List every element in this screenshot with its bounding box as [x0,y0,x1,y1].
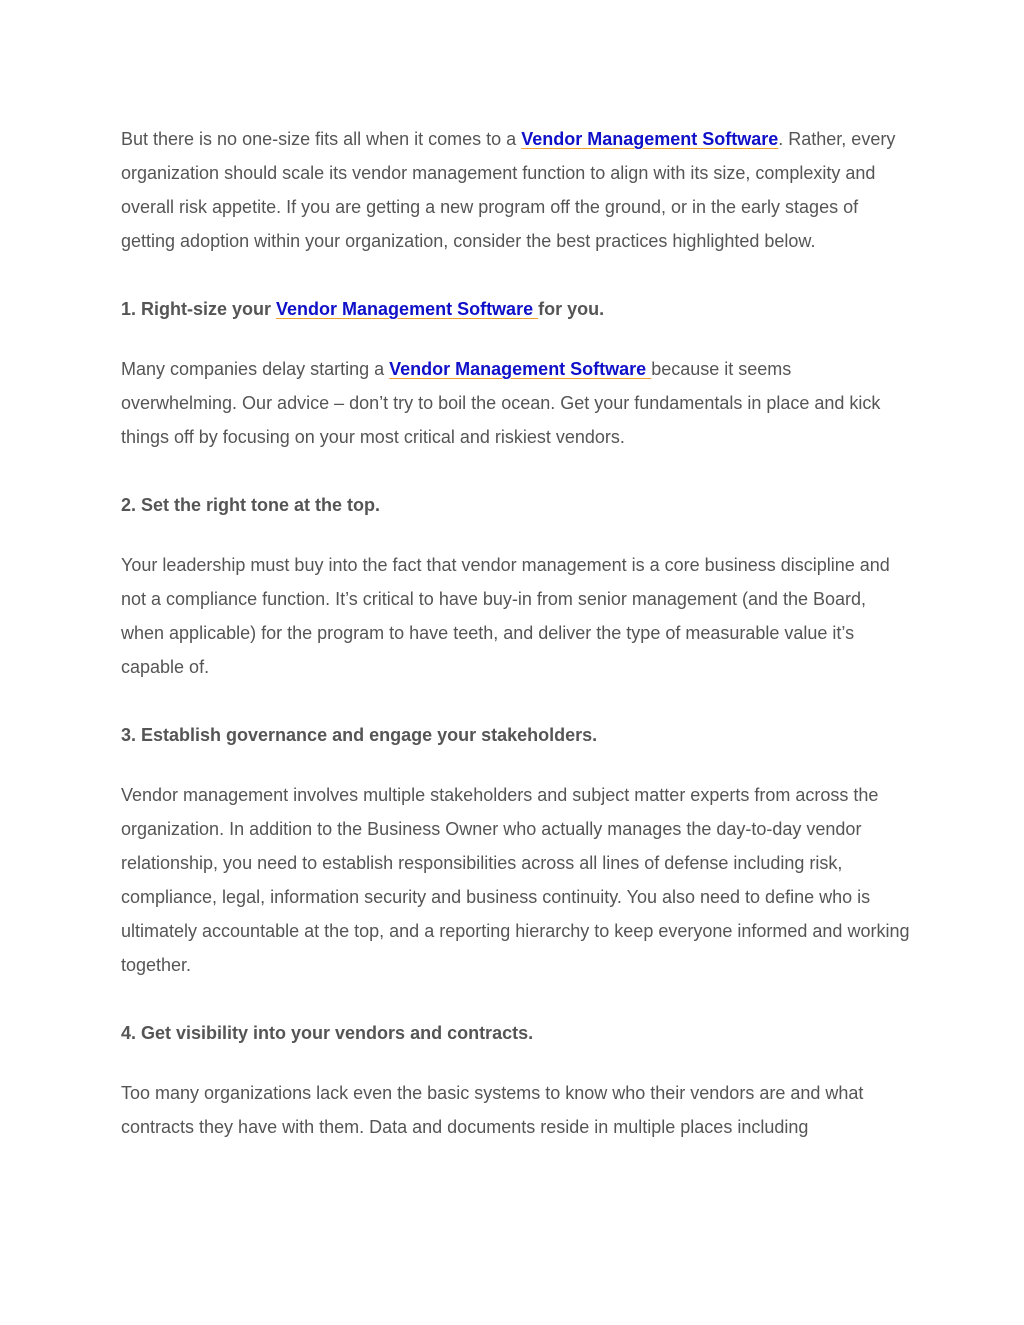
section-2-body: Your leadership must buy into the fact that vendor management is a core business discipline and not a compliance function. It’s critical to have buy-in from senior management (and the Board, when applicable) for the program to have teeth, and deliver the type of measurable value it’s capable of. [121,555,890,677]
section-2-heading: 2. Set the right tone at the top. [121,495,381,515]
section-3-body: Vendor management involves multiple stakeholders and subject matter experts from across the organization. In addition to the Business Owner who actually manages the day-to-day vendor relationship, you need to establish responsibilities across all lines of defense including risk, compliance, legal, information security and business continuity. You also need to define who is ultimately accountable at the top, and a reporting hierarchy to keep everyone informed and working together. [121,785,910,975]
intro-paragraph: But there is no one-size fits all when it comes to a Vendor Management Software. Rather, every organization should scale its vendor management function to align with its size, complexity and overall risk appetite. If you are getting a new program off the ground, or in the early stages of getting adoption within your organization, consider the best practices highlighted below. [121,129,896,251]
section-4-body: Too many organizations lack even the basic systems to know who their vendors are and what contracts they have with them. Data and documents reside in multiple places including [121,1083,864,1137]
section-1-heading-link[interactable]: Vendor Management Software [276,299,539,319]
section-3-heading: 3. Establish governance and engage your stakeholders. [121,725,598,745]
vendor-management-software-link[interactable]: Vendor Management Software [521,129,779,149]
section-4-heading: 4. Get visibility into your vendors and contracts. [121,1023,534,1043]
section-1-body-link[interactable]: Vendor Management Software [389,359,652,379]
section-1-body: Many companies delay starting a Vendor Management Software because it seems overwhelming. Our advice – don’t try to boil the ocean. Get your fundamentals in place and kick things off by focusing on your most critical and riskiest vendors. [121,359,881,447]
section-1-heading: 1. Right-size your Vendor Management Software for you. [121,299,605,319]
document-page [121,122,911,1178]
